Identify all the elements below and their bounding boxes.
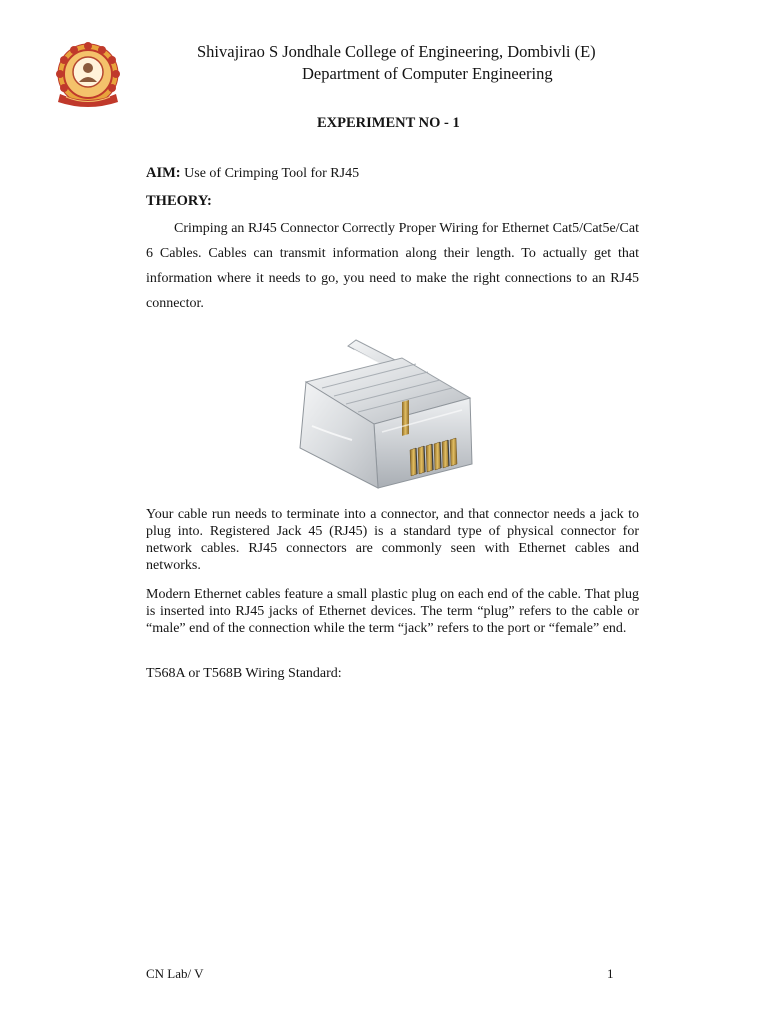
footer-page-number: 1 [607, 966, 614, 981]
experiment-title: EXPERIMENT NO - 1 [317, 115, 460, 131]
body-paragraph-2: Your cable run needs to terminate into a connector, and that connector needs a jack to plug into. Registered Jack 45 (RJ45) is a standard type of physical connector for network cables. RJ45 connectors are commonly seen with Ethernet cables and networks. [146, 507, 639, 573]
body-paragraph-3: Modern Ethernet cables feature a small plastic plug on each end of the cable. That plug is inserted into RJ45 jacks of Ethernet devices. The term “plug” refers to the cable or “male” end of the connection while the term “jack” refers to the port or “female” end. [146, 587, 639, 636]
aim-text: Use of Crimping Tool for RJ45 [184, 166, 360, 181]
wiring-standard-label: T568A or T568B Wiring Standard: [146, 666, 342, 681]
footer-course-label: CN Lab/ V [146, 966, 204, 981]
aim-line [146, 165, 359, 182]
college-name: Shivajirao S Jondhale College of Engineering, Dombivli (E) [197, 42, 596, 61]
aim-label: AIM: [146, 165, 181, 181]
department-name: Department of Computer Engineering [302, 64, 553, 83]
college-seal-icon [52, 40, 124, 110]
rj45-connector-photo [282, 336, 478, 490]
theory-heading: THEORY: [146, 193, 212, 209]
theory-paragraph: Crimping an RJ45 Connector Correctly Proper Wiring for Ethernet Cat5/Cat5e/Cat 6 Cables. Cables can transmit information along their length. To actually get that information where it needs to go, you need to make the right connections to an RJ45 connector. [146, 221, 639, 311]
